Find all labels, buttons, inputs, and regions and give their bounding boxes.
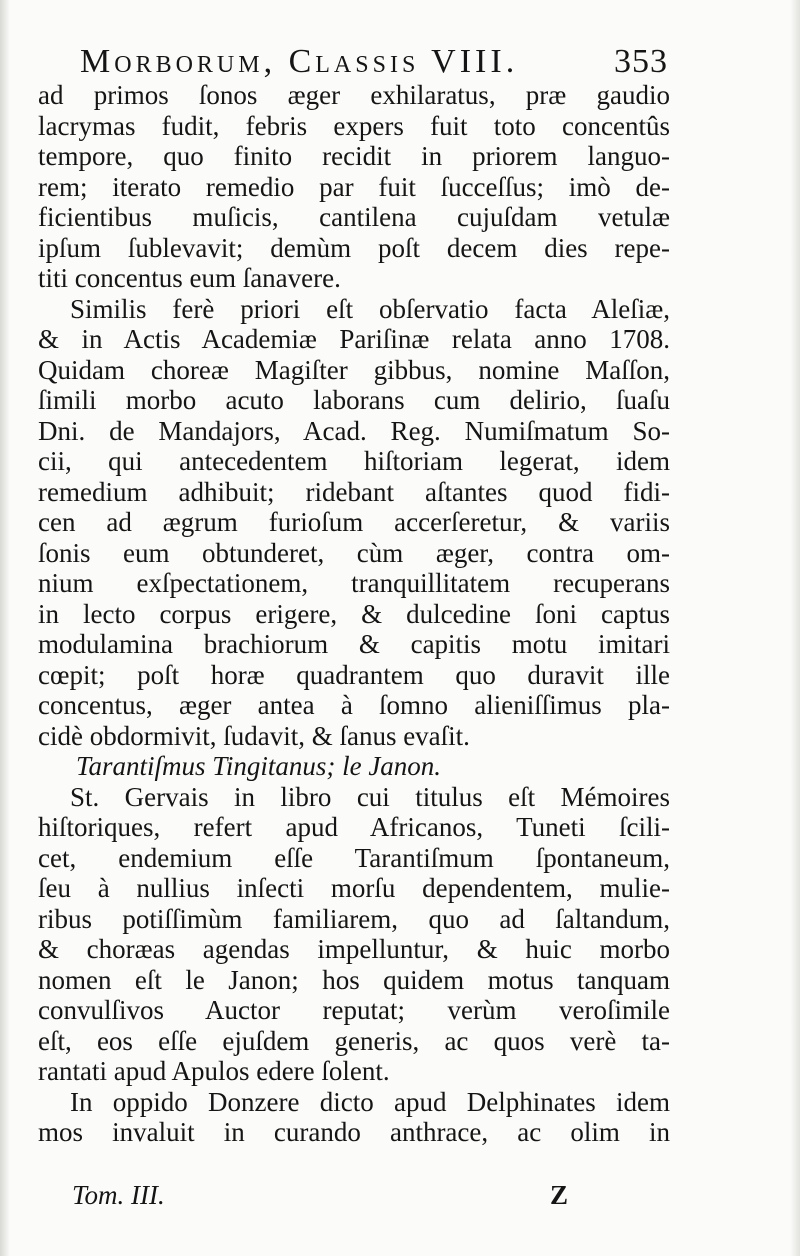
page-edge-right (790, 0, 800, 1256)
text-line: ficientibus muſicis, cantilena cujuſdam vetulæ (38, 202, 670, 232)
text-line: nium exſpectationem, tranquillitatem recuperans (38, 568, 670, 598)
text-line: ribus potiſſimùm familiarem, quo ad ſaltandum, (38, 903, 670, 934)
text-line: ipſum ſublevavit; demùm poſt decem dies repe- (38, 232, 670, 263)
page-edge-left (0, 0, 10, 1256)
text-line: rem; iterato remedio par fuit ſucceſſus; imò de- (38, 171, 670, 202)
text-line: tempore, quo finito recidit in priorem languo- (38, 141, 670, 171)
text-line: Similis ferè priori eſt obſervatio facta Aleſiæ, (70, 293, 670, 324)
text-line: nomen eſt le Janon; hos quidem motus tanquam (38, 964, 670, 995)
text-line: ſonis eum obtunderet, cùm æger, contra om- (38, 537, 670, 568)
text-line: St. Gervais in libro cui titulus eſt Mémoires (70, 781, 670, 812)
body-text (38, 80, 670, 1148)
text-line: cidè obdormivit, ſudavit, & ſanus evaſit. (38, 720, 470, 751)
running-head (80, 38, 668, 86)
text-line: titi concentus eum ſanavere. (38, 263, 341, 293)
text-line: remedium adhibuit; ridebant aſtantes quod fidi- (38, 476, 670, 507)
page-number: 353 (614, 43, 668, 80)
text-line: lacrymas fudit, febris expers fuit toto concentûs (38, 110, 670, 141)
text-line: Quidam choreæ Magiſter gibbus, nomine Maſſon, (38, 354, 670, 385)
section-heading: Tarantiſmus Tingitanus; le Janon. (76, 751, 442, 781)
text-line: in lecto corpus erigere, & dulcedine ſoni captus (38, 598, 670, 629)
text-line: Dni. de Mandajors, Acad. Reg. Numiſmatum So- (38, 415, 670, 446)
text-line: & in Actis Academiæ Pariſinæ relata anno 1708. (38, 324, 670, 354)
page-footer (72, 1180, 572, 1212)
text-line: convulſivos Auctor reputat; verùm veroſimile (38, 995, 670, 1025)
text-line: hiſtoriques, refert apud Africanos, Tuneti ſcili- (38, 812, 670, 842)
text-line: concentus, æger antea à ſomno alieniſſimus pla- (38, 690, 670, 720)
text-line: ſimili morbo acuto laborans cum delirio, ſuaſu (38, 385, 670, 415)
text-line: modulamina brachiorum & capitis motu imitari (38, 629, 670, 659)
running-title: Morborum, Classis VIII. (80, 43, 519, 80)
text-line: ſeu à nullius inſecti morſu dependentem, mulie- (38, 873, 670, 903)
signature-mark: Z (550, 1180, 569, 1210)
text-line: cœpit; poſt horæ quadrantem quo duravit ille (38, 659, 670, 690)
text-line: rantati apud Apulos edere ſolent. (38, 1056, 390, 1086)
text-line: ad primos ſonos æger exhilaratus, præ gaudio (38, 80, 670, 110)
text-line: mos invaluit in curando anthrace, ac olim in (38, 1117, 670, 1147)
text-line: & choræas agendas impelluntur, & huic morbo (38, 934, 670, 964)
volume-label: Tom. III. (72, 1180, 165, 1210)
text-line: In oppido Donzere dicto apud Delphinates idem (70, 1086, 670, 1117)
text-line: cii, qui antecedentem hiſtoriam legerat, idem (38, 446, 670, 476)
text-line: eſt, eos eſſe ejuſdem generis, ac quos verè ta- (38, 1025, 670, 1056)
text-line: cet, endemium eſſe Tarantiſmum ſpontaneum, (38, 842, 670, 873)
text-line: cen ad ægrum furioſum accerſeretur, & variis (38, 507, 670, 537)
